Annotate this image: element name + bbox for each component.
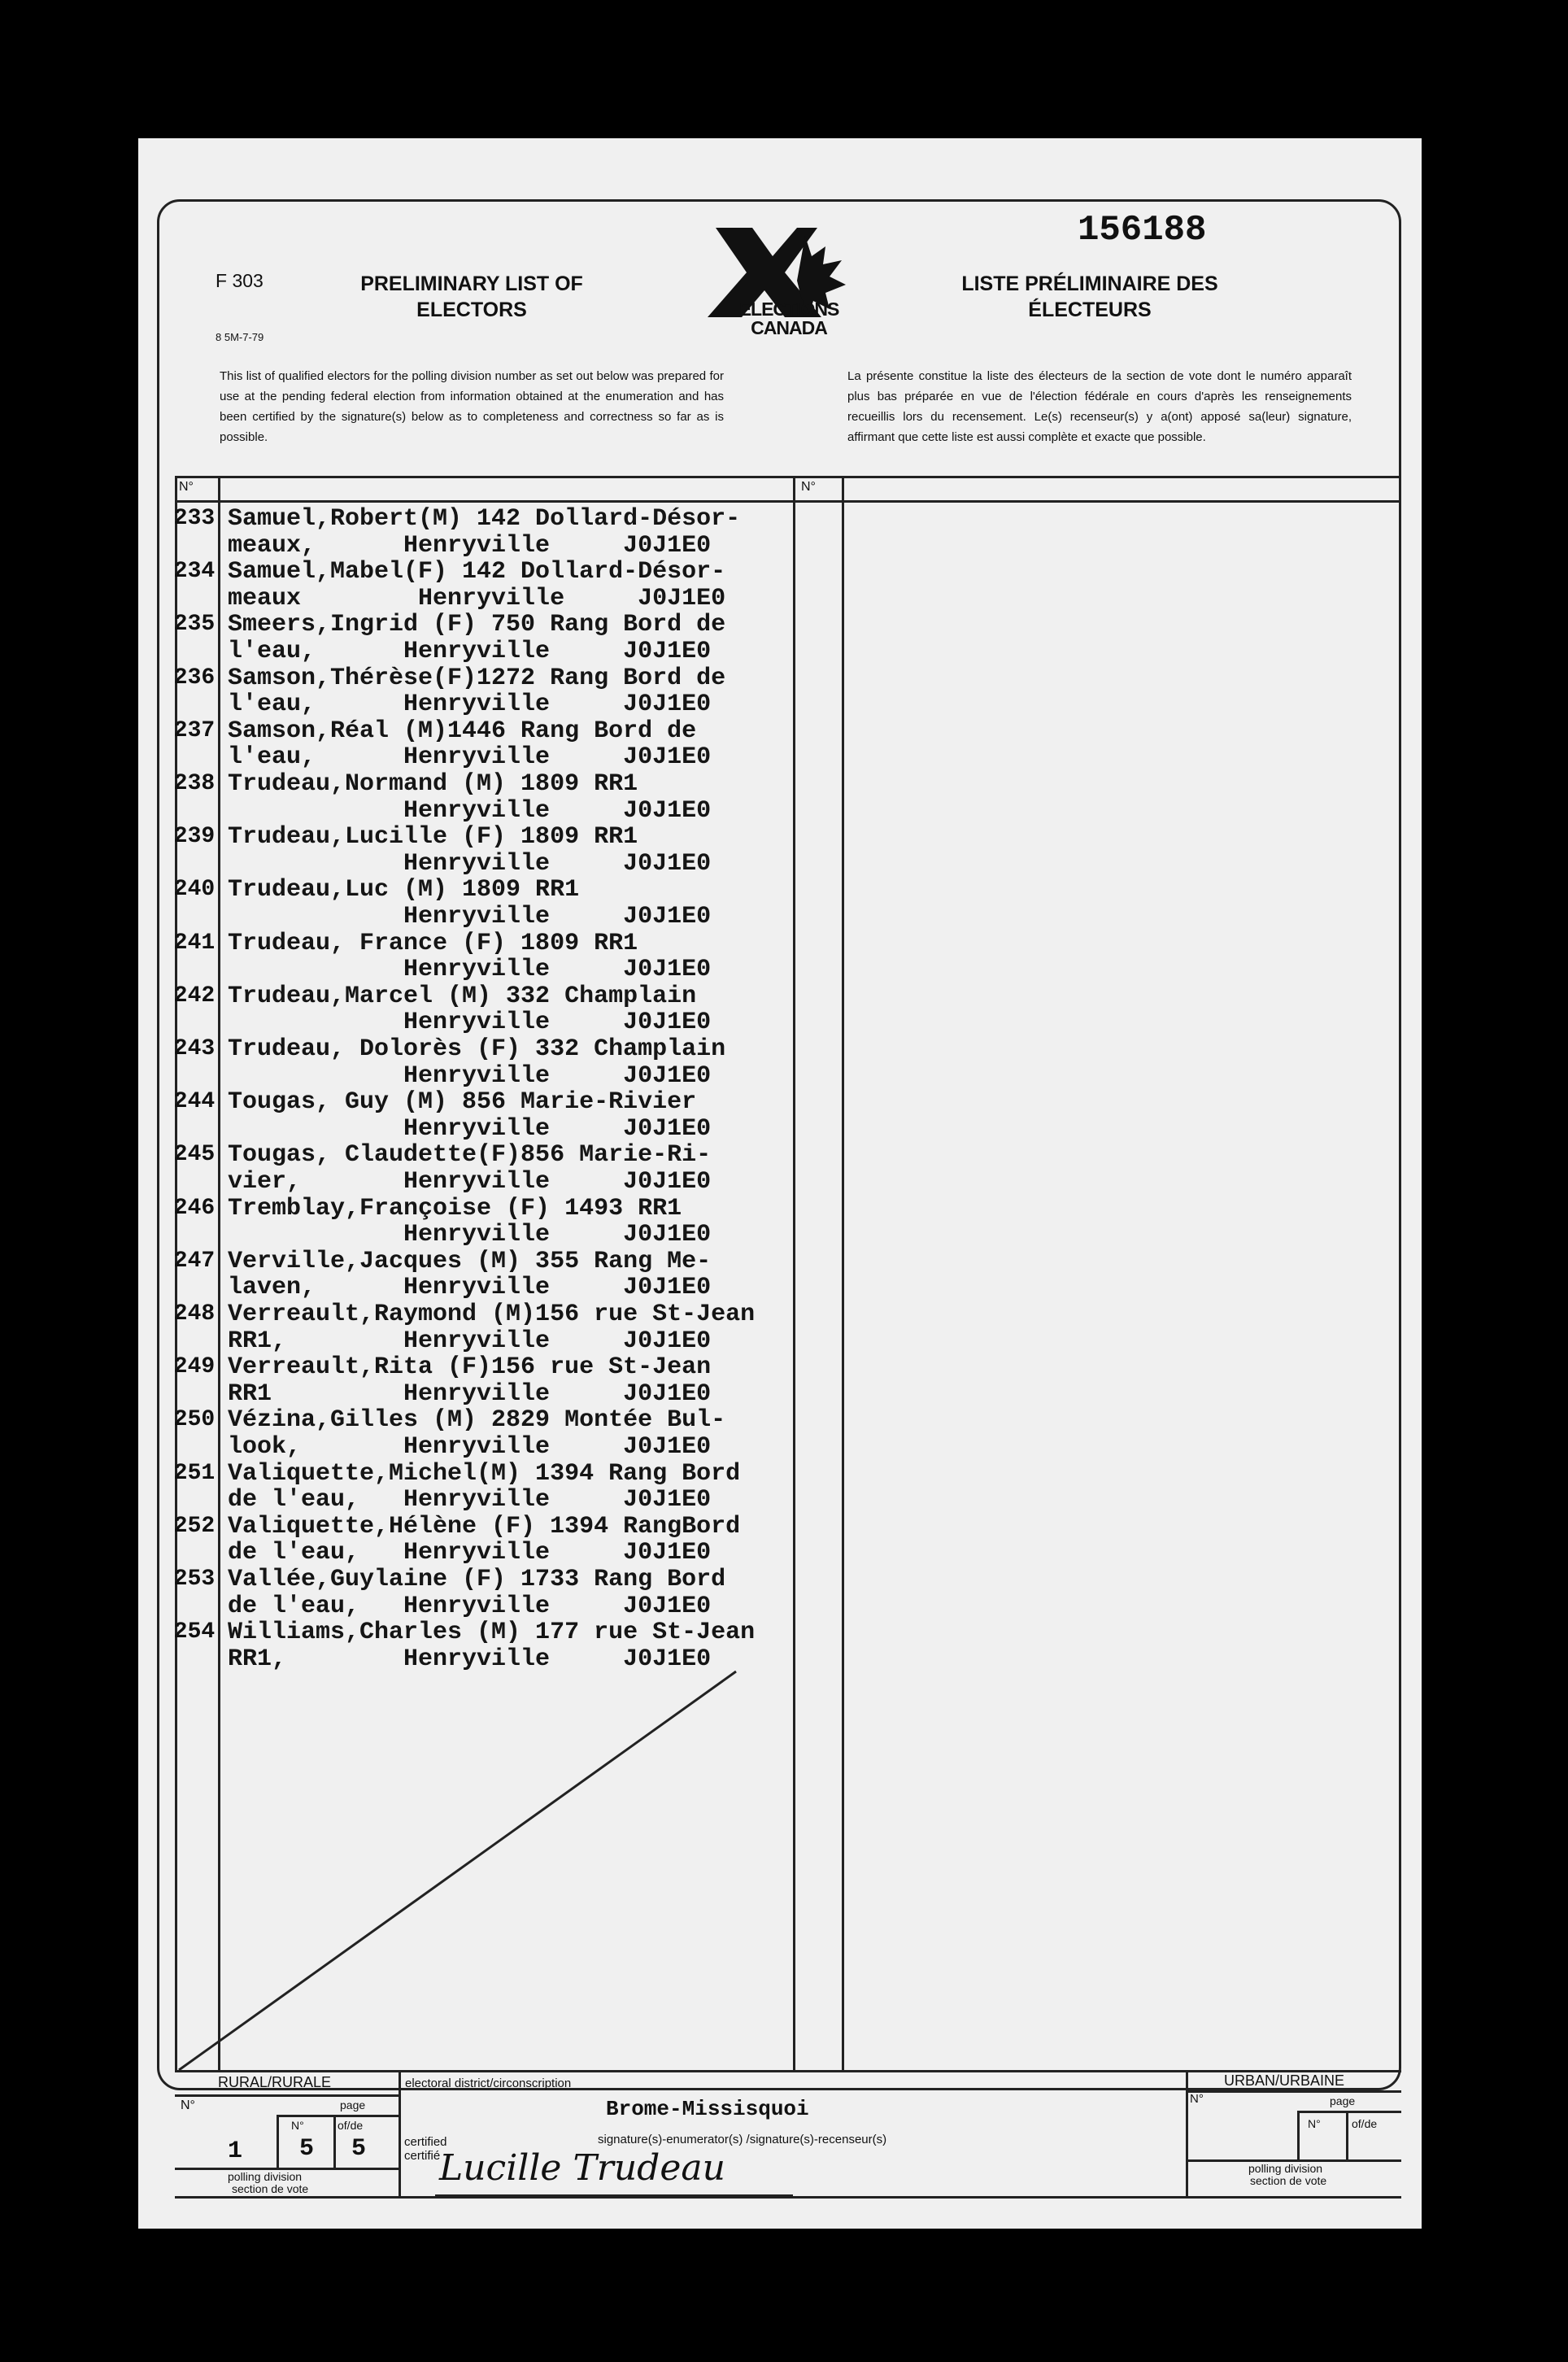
elector-number: 251 [173, 1460, 216, 1486]
elector-number: 234 [173, 559, 216, 585]
elector-line-2: l'eau, Henryville J0J1E0 [228, 691, 712, 719]
elector-number: 238 [173, 771, 216, 796]
elector-line-2: meaux, Henryville J0J1E0 [228, 531, 712, 560]
elector-line-1: Verreault,Raymond (M)156 rue St-Jean [228, 1301, 756, 1328]
elector-line-1: Trudeau,Luc (M) 1809 RR1 [228, 876, 580, 904]
urban-label-rule [1186, 2090, 1401, 2093]
urban-no-label: N° [1190, 2092, 1204, 2106]
rural-page-divider [277, 2115, 279, 2168]
form-revision: 8 5M-7-79 [216, 331, 264, 343]
signature-rule [435, 2194, 793, 2197]
polling-division-label: polling division [228, 2170, 303, 2183]
section-de-vote-label: section de vote [232, 2182, 309, 2195]
urban-of-divider [1346, 2111, 1348, 2159]
intro-english: This list of qualified electors for the polling division number as set out below was prepared for use at the pending federal election from information obtained at the enumeration and has been certified by the signature(s) below as to completeness and correctness so far as is possible. [220, 369, 724, 444]
elector-number: 246 [173, 1195, 216, 1221]
elector-line-2: l'eau, Henryville J0J1E0 [228, 743, 712, 772]
urban-page-no-label: N° [1308, 2117, 1321, 2130]
elector-number: 233 [173, 506, 216, 531]
elector-line-1: Tougas, Guy (M) 856 Marie-Rivier [228, 1088, 697, 1117]
certifie-label: certifié [404, 2149, 441, 2163]
elector-number: 247 [173, 1248, 216, 1274]
elector-line-2: RR1 Henryville J0J1E0 [228, 1379, 712, 1408]
elector-line-1: Verville,Jacques (M) 355 Rang Me- [228, 1247, 712, 1275]
rural-page-rule [277, 2115, 399, 2117]
elector-line-1: Samuel,Mabel(F) 142 Dollard-Désor- [228, 558, 726, 586]
urban-page-divider [1297, 2111, 1300, 2159]
intro-french: La présente constitue la liste des électeurs de la section de vote dont le numéro apparaît plus bas préparée en vue de l'élection fédérale en cours d'après les renseignements recueillis lors du recensement. Le(s) recenseur(s) y a(ont) apposé sa(leur) signature, affirmant que cette liste est aussi complète et exacte que possible. [847, 369, 1352, 444]
serial-number: 156188 [1078, 210, 1207, 251]
rural-of-divider [333, 2115, 336, 2168]
elector-line-1: Smeers,Ingrid (F) 750 Rang Bord de [228, 611, 726, 639]
elector-number: 254 [173, 1619, 216, 1645]
no-header-left: N° [179, 480, 194, 494]
elector-line-1: Samuel,Robert(M) 142 Dollard-Désor- [228, 505, 741, 533]
elector-line-2: l'eau, Henryville J0J1E0 [228, 637, 712, 665]
title-english: PRELIMINARY LIST OF ELECTORS [360, 272, 583, 321]
elector-line-2: laven, Henryville J0J1E0 [228, 1274, 712, 1302]
elector-line-1: Williams,Charles (M) 177 rue St-Jean [228, 1619, 756, 1647]
page-number: 5 [299, 2135, 315, 2163]
elector-number: 236 [173, 665, 216, 691]
elector-number: 239 [173, 824, 216, 850]
col-divider-middle [793, 476, 795, 2070]
footer-top-rule [175, 2070, 1401, 2072]
rural-page-label: page [340, 2098, 366, 2111]
elector-line-2: meaux Henryville J0J1E0 [228, 584, 726, 612]
signature-label: signature(s)-enumerator(s) /signature(s)-recenseur(s) [598, 2133, 887, 2146]
footer-urban-left [1186, 2070, 1188, 2196]
elector-number: 244 [173, 1089, 216, 1115]
elector-line-1: Valiquette,Michel(M) 1394 Rang Bord [228, 1459, 741, 1488]
urban-section-de-vote-label: section de vote [1250, 2174, 1327, 2187]
urban-page-rule [1297, 2111, 1401, 2113]
elector-number: 243 [173, 1036, 216, 1061]
elector-line-2: de l'eau, Henryville J0J1E0 [228, 1539, 712, 1567]
elector-number: 240 [173, 877, 216, 903]
elector-number: 253 [173, 1567, 216, 1592]
elector-number: 241 [173, 930, 216, 956]
polling-division-number: 1 [228, 2138, 243, 2165]
rural-page-no-label: N° [291, 2119, 304, 2132]
enumerator-signature: Lucille Trudeau [439, 2147, 725, 2189]
rural-no-label: N° [181, 2098, 195, 2112]
elector-line-2: look, Henryville J0J1E0 [228, 1432, 712, 1461]
elector-line-2: Henryville J0J1E0 [228, 1061, 712, 1090]
elector-line-1: Samson,Thérèse(F)1272 Rang Bord de [228, 664, 726, 692]
rural-label: RURAL/RURALE [218, 2074, 332, 2090]
elector-line-1: Verreault,Rita (F)156 rue St-Jean [228, 1353, 712, 1382]
elector-number: 245 [173, 1142, 216, 1168]
footer-rural-right [399, 2070, 401, 2196]
district-label: electoral district/circonscription [405, 2077, 572, 2090]
page-of-number: 5 [351, 2135, 367, 2163]
elector-line-2: Henryville J0J1E0 [228, 956, 712, 984]
urban-page-label: page [1330, 2094, 1356, 2107]
elector-line-2: Henryville J0J1E0 [228, 849, 712, 878]
elector-line-2: Henryville J0J1E0 [228, 902, 712, 930]
elector-number: 242 [173, 983, 216, 1009]
urban-label: URBAN/URBAINE [1224, 2072, 1345, 2089]
elector-line-1: Vézina,Gilles (M) 2829 Montée Bul- [228, 1406, 726, 1435]
elector-line-2: RR1, Henryville J0J1E0 [228, 1327, 712, 1355]
elector-line-1: Valiquette,Hélène (F) 1394 RangBord [228, 1512, 741, 1541]
elector-line-2: Henryville J0J1E0 [228, 1009, 712, 1037]
elector-line-2: Henryville J0J1E0 [228, 1114, 712, 1143]
no-header-right: N° [801, 480, 816, 494]
elector-line-1: Trudeau, France (F) 1809 RR1 [228, 929, 638, 957]
elector-number: 250 [173, 1407, 216, 1433]
district-value: Brome-Missisquoi [606, 2097, 809, 2121]
form-code: F 303 [216, 270, 264, 291]
elector-number: 252 [173, 1513, 216, 1539]
elector-number: 248 [173, 1301, 216, 1327]
title-french: LISTE PRÉLIMINAIRE DES ÉLECTEURS [961, 272, 1218, 321]
elector-line-1: Samson,Réal (M)1446 Rang Bord de [228, 717, 697, 745]
diagonal-cancel-line [175, 1667, 744, 2074]
elector-number: 235 [173, 612, 216, 638]
elector-line-2: de l'eau, Henryville J0J1E0 [228, 1486, 712, 1514]
rural-of-label: of/de [338, 2119, 364, 2132]
logo-text-elections: ELECTIONS [738, 299, 839, 320]
elector-line-2: Henryville J0J1E0 [228, 796, 712, 825]
elector-line-1: Vallée,Guylaine (F) 1733 Rang Bord [228, 1566, 726, 1593]
logo-text-canada: CANADA [751, 317, 827, 338]
urban-of-label: of/de [1352, 2117, 1378, 2130]
rural-label-rule [175, 2094, 399, 2097]
elector-line-1: Tougas, Claudette(F)856 Marie-Ri- [228, 1141, 712, 1170]
header-bottom-rule [175, 500, 1401, 503]
elector-line-2: Henryville J0J1E0 [228, 1221, 712, 1249]
elector-line-2: vier, Henryville J0J1E0 [228, 1167, 712, 1196]
elector-line-1: Trudeau,Lucille (F) 1809 RR1 [228, 823, 638, 852]
elector-number: 237 [173, 717, 216, 743]
elector-line-2: RR1, Henryville J0J1E0 [228, 1645, 712, 1673]
elector-line-1: Trudeau, Dolorès (F) 332 Champlain [228, 1035, 726, 1063]
elector-number: 249 [173, 1354, 216, 1380]
elector-line-1: Trudeau,Marcel (M) 332 Champlain [228, 982, 697, 1010]
col-divider-no-right [842, 476, 844, 2070]
elector-line-2: de l'eau, Henryville J0J1E0 [228, 1592, 712, 1620]
table-top-rule [175, 476, 1401, 478]
elector-line-1: Trudeau,Normand (M) 1809 RR1 [228, 770, 638, 798]
urban-polling-division-label: polling division [1248, 2162, 1323, 2175]
certified-label: certified [404, 2135, 447, 2149]
elector-line-1: Tremblay,Françoise (F) 1493 RR1 [228, 1194, 682, 1222]
